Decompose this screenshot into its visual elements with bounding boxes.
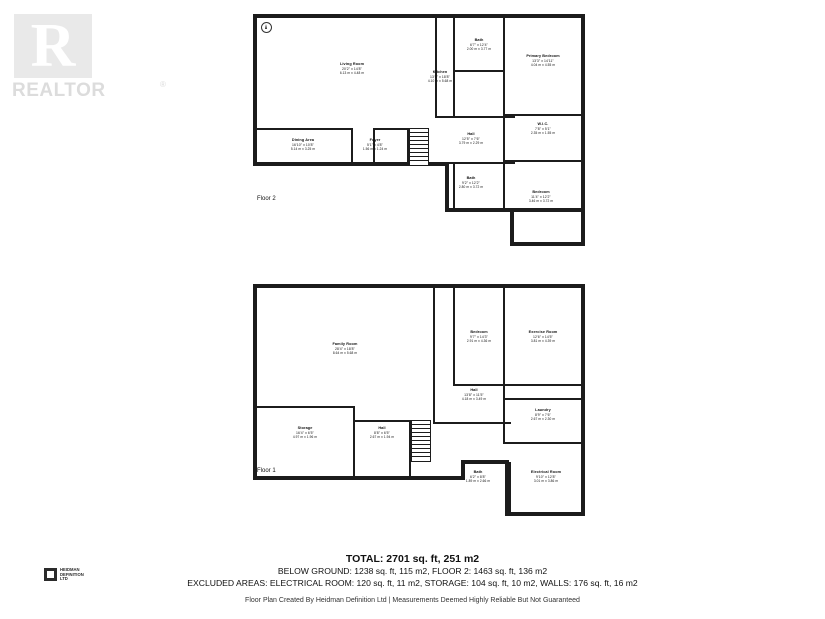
floor-2-plan — [245, 10, 585, 255]
partition-bath-left — [453, 18, 455, 116]
excluded-areas-text: EXCLUDED AREAS: ELECTRICAL ROOM: 120 sq. ft, 11 m2, STORAGE: 104 sq. ft, 10 m2, WALLS: 176 sq. ft, 16 m2 — [187, 577, 638, 588]
room-label-hall-upper: Hall 12'5" x 7'6" 3.79 m x 2.29 m — [458, 132, 484, 146]
realtor-logo-letter: R — [30, 12, 76, 80]
heidman-logo-line1: HEIDMAN — [60, 567, 80, 572]
partition-foyer-top — [373, 128, 409, 130]
floor-2-tag: Floor 2 — [257, 196, 276, 202]
partition-exercise-bottom — [505, 384, 583, 386]
partition-hall-lower-top — [353, 420, 411, 422]
below-ground-text: BELOW GROUND: 1238 sq. ft, 115 m2, FLOOR 2: 1463 sq. ft, 136 m2 — [277, 566, 548, 576]
partition-storage-top — [253, 406, 355, 408]
room-label-living-room: Living Room 20'2" x 14'8" 6.13 m x 4.48 m — [339, 62, 365, 76]
heidman-logo-line3: LTD — [60, 576, 68, 582]
room-label-bath-basement: Bath 6'2" x 8'8" 1.89 m x 2.66 m — [465, 470, 491, 484]
room-label-storage: Storage 16'4" x 6'5" 4.97 m x 1.96 m — [292, 426, 318, 440]
room-label-walk-in-closet: W.I.C. 7'8" x 5'1" 2.35 m x 1.55 m — [530, 122, 556, 136]
room-label-hall-lower: Hall 8'8" x 6'5" 2.67 m x 1.94 m — [369, 426, 395, 440]
wall-lower-left — [510, 208, 514, 246]
partition-primary-left — [503, 18, 505, 118]
partition-laundry-top — [503, 398, 583, 400]
room-label-bedroom-upper: Bedroom 11'4" x 12'2" 3.46 m x 3.72 m — [528, 190, 554, 204]
room-label-bath-upper: Bath 6'7" x 12'4" 2.00 m x 3.77 m — [466, 38, 492, 52]
room-label-primary-bedroom: Primary Bedroom 13'3" x 14'11" 4.04 m x 4.55 m — [526, 54, 560, 68]
room-label-exercise-room: Exercise Room 12'6" x 14'5" 3.81 m x 4.39 m — [528, 330, 558, 344]
heidman-logo-line2: DEFINITION — [60, 571, 84, 577]
heidman-logo-icon — [44, 568, 57, 581]
total-area-text: TOTAL: 2701 sq. ft, 251 m2 — [345, 553, 480, 565]
room-label-foyer: Foyer 5'1" x 4'8" 1.56 m x 1.24 m — [362, 138, 388, 152]
floor-1-tag: Floor 1 — [257, 468, 276, 474]
floor-1-plan — [245, 280, 585, 525]
wall-top — [253, 284, 585, 288]
wall-left — [253, 284, 257, 480]
partition-kitchen-right — [435, 18, 437, 118]
wall-bottom-left — [253, 476, 465, 480]
realtor-logo-word: REALTOR — [12, 80, 106, 101]
realtor-trademark-icon: ® — [160, 80, 166, 89]
compass-icon — [261, 22, 272, 33]
staircase-floor-2 — [409, 128, 429, 166]
partition-wic-bottom — [503, 160, 583, 162]
partition-hall-top — [433, 422, 511, 424]
partition-primary-bottom — [505, 114, 583, 116]
area-summary — [0, 552, 825, 604]
wall-left — [253, 14, 257, 166]
room-label-kitchen: Kitchen 13'6" x 18'8" 4.10 m x 5.68 m — [427, 70, 453, 84]
room-label-dining-area: Dining Area 16'10" x 10'8" 5.14 m x 3.25 m — [290, 138, 316, 152]
room-label-electrical-room: Electrical Room 9'10" x 12'8" 3.01 m x 3.86 m — [530, 470, 562, 484]
partition-family-right — [433, 288, 435, 424]
partition-bedroom-bottom — [453, 384, 505, 386]
room-label-bath-lower: Bath 9'2" x 12'2" 2.80 m x 3.72 m — [458, 176, 484, 190]
wall-bottom-right — [510, 242, 585, 246]
partition-bath-top — [463, 462, 511, 464]
heidman-logo — [44, 566, 110, 586]
partition-storage-right — [353, 406, 355, 478]
room-label-hall-main: Hall 13'8" x 11'5" 4.18 m x 3.49 m — [461, 388, 487, 402]
partition-dining-top — [253, 128, 353, 130]
wall-bottom-mid — [445, 208, 583, 212]
heidman-logo-text — [60, 568, 84, 582]
wall-top — [253, 14, 585, 18]
plan-credit-text: Floor Plan Created By Heidman Definition Ltd | Measurements Deemed Highly Reliable But Not Guaranteed — [245, 597, 580, 604]
room-label-bedroom-lower: Bedroom 9'7" x 14'3" 2.91 m x 4.36 m — [466, 330, 492, 344]
staircase-floor-1 — [411, 420, 431, 462]
room-label-family-room: Family Room 28'4" x 18'8" 8.64 m x 5.68 m — [332, 342, 358, 356]
partition-laundry-bottom — [503, 442, 583, 444]
room-label-laundry: Laundry 8'9" x 7'6" 2.67 m x 2.30 m — [530, 408, 556, 422]
wall-bottom-right — [505, 512, 585, 516]
realtor-watermark — [8, 14, 178, 110]
